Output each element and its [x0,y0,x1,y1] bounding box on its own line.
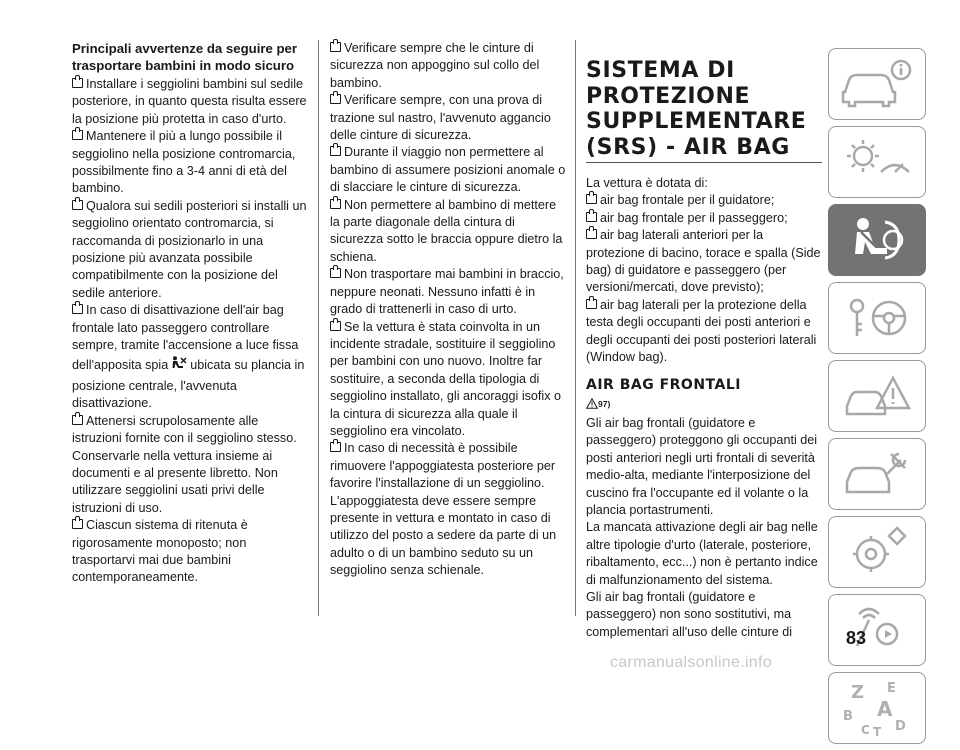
paragraph: Gli air bag frontali (guidatore e passeggero) proteggono gli occupanti dei posti anteriori negli urti frontali di severità medio-alta, mediante l'interposizione del cuscino fra l'occupante ed il volante o la plancia portastrumenti. [586,415,818,517]
index-letter: E [887,681,896,696]
bullet-item: air bag frontale per il passeggero; [586,210,822,227]
bullet-item: air bag frontale per il guidatore; [586,192,822,209]
bullet-item: air bag laterali anteriori per la protezione di bacino, torace e spalla (Side bag) di guidatore e passeggero (per versioni/mercati, dove previsto); [586,228,821,295]
paragraph: Gli air bag frontali (guidatore e passeggero) non sono sostitutivi, ma complementari all'uso delle cinture di [586,589,793,639]
column-2 [330,40,566,580]
bullet-item: Installare i seggiolini bambini sul sedile posteriore, in quanto questa risulta essere la posizione più protetta in caso d'urto. [72,77,307,126]
column-1 [72,40,308,587]
index-letters-icon [837,676,917,740]
bullet-icon [586,299,597,309]
intro-text: La vettura è dotata di: [586,176,708,190]
warning-triangle-icon [586,397,598,414]
index-letter: T [873,725,882,739]
bullet-icon [330,321,341,331]
bullet-icon [330,94,341,104]
tab-multimedia[interactable] [828,594,926,666]
page-title: SISTEMA DI PROTEZIONE SUPPLEMENTARE (SRS) - AIR BAG [586,58,807,160]
index-letter: A [877,697,893,721]
bullet-icon [330,268,341,278]
bullet-icon [330,42,341,52]
paragraph: La mancata attivazione degli air bag nelle altre tipologie d'urto (laterale, posteriore, ribaltamento, ecc...) non è pertanto indice di malfunzionamento del sistema. [586,520,818,587]
chapter-tabs [828,48,926,750]
bullet-item: Qualora sui sedili posteriori si installi un seggiolino orientato contromarcia, si raccomanda di posizionarlo in una posizione più avanzata possibile compatibilmente con la posizione del sedile anteriore. [72,198,307,300]
bullet-icon [72,415,83,425]
bullet-icon [72,304,83,314]
dashboard-lights-icon [837,132,917,192]
bullet-icon [72,200,83,210]
bullet-item: Ciascun sistema di ritenuta è rigorosamente monoposto; non trasportarvi mai due bambini contemporaneamente. [72,518,248,585]
bullet-icon [586,212,597,222]
tab-emergency[interactable] [828,360,926,432]
section-subtitle: AIR BAG FRONTALI [586,377,741,394]
index-letter: B [843,709,853,724]
bullet-item: Non permettere al bambino di mettere la parte diagonale della cintura di sicurezza sotto le braccia oppure dietro la schiena. [330,197,563,264]
tab-safety[interactable] [828,204,926,276]
page-number: 83 [846,628,867,648]
road-emergency-icon [837,366,917,426]
car-info-icon [837,58,917,110]
bullet-icon [72,519,83,529]
warning-reference [586,396,822,414]
tab-maintenance[interactable] [828,438,926,510]
bullet-icon [586,229,597,239]
index-letter: C [861,723,870,737]
bullet-item: Verificare sempre, con una prova di trazione sul nastro, l'avvenuto aggancio delle cinture di sicurezza. [330,93,551,143]
car-maintenance-icon [837,444,917,504]
bullet-item: In caso di necessità è possibile rimuovere l'appoggiatesta posteriore per favorire l'installazione di un seggiolino. L'appoggiatesta deve essere sempre presente in vettura e montato in caso di utilizzo del posto a sedere da parte di un adulto o di un bambino seduto su un seggiolino senza schienale. [330,441,557,578]
bullet-icon [330,199,341,209]
index-letter: D [895,719,906,734]
index-letter: Z [851,682,865,703]
bullet-item: Durante il viaggio non permettere al bambino di assumere posizioni anomale o di slacciare le cinture di sicurezza. [330,145,566,195]
bullet-item: Mantenere il più a lungo possibile il seggiolino nella posizione contromarcia, possibilmente fino a 3-4 anni di età del bambino. [72,129,296,196]
tab-technical-data[interactable] [828,516,926,588]
watermark-text: carmanualsonline.info [610,654,772,671]
section-heading: Principali avvertenze da seguire per trasportare bambini in modo sicuro [72,41,298,73]
specs-icon [837,522,917,582]
tab-dashboard-lights[interactable] [828,126,926,198]
bullet-item: Verificare sempre che le cinture di sicurezza non appoggino sul collo del bambino. [330,41,540,90]
key-steering-icon [837,288,917,348]
tab-starting-driving[interactable] [828,282,926,354]
tab-car-info[interactable] [828,48,926,120]
airbag-off-warning-icon [170,355,188,378]
bullet-icon [330,146,341,156]
warning-ref-number: 97) [598,399,611,410]
bullet-icon [586,194,597,204]
bullet-icon [72,78,83,88]
bullet-item: Attenersi scrupolosamente alle istruzioni fornite con il seggiolino stesso. Conservarle nella vettura insieme ai documenti e al presente libretto. Non utilizzare seggiolini usati privi delle istruzioni di uso. [72,413,297,515]
safety-airbag-icon [837,210,917,270]
bullet-icon [72,130,83,140]
column-3 [586,40,822,641]
bullet-item: Non trasportare mai bambini in braccio, neppure neonati. Nessuno infatti è in grado di trattenerli in caso di urto. [330,267,564,317]
bullet-item: Se la vettura è stata coinvolta in un incidente stradale, sostituire il seggiolino per bambini con uno nuovo. Inoltre far sostituire, a seconda della tipologia di seggiolino installato, gli ancoraggi isofix o la cintura di sicurezza alla quale il seggiolino era vincolato. [330,319,562,438]
column-divider [318,40,319,616]
bullet-item-airbag-deactivation: In caso di disattivazione dell'air bag frontale lato passeggero controllare sempre, tramite l'accensione a luce fissa dell'apposita spia ubicata su plancia in posizione centrale, l'avvenuta disattivazione. [72,303,305,411]
bullet-icon [330,442,341,452]
bullet-item: air bag laterali per la protezione della testa degli occupanti dei posti anteriori e degli occupanti dei posti posteriori laterali (Window bag). [586,297,817,365]
column-divider [575,40,576,616]
title-underline [586,162,822,163]
